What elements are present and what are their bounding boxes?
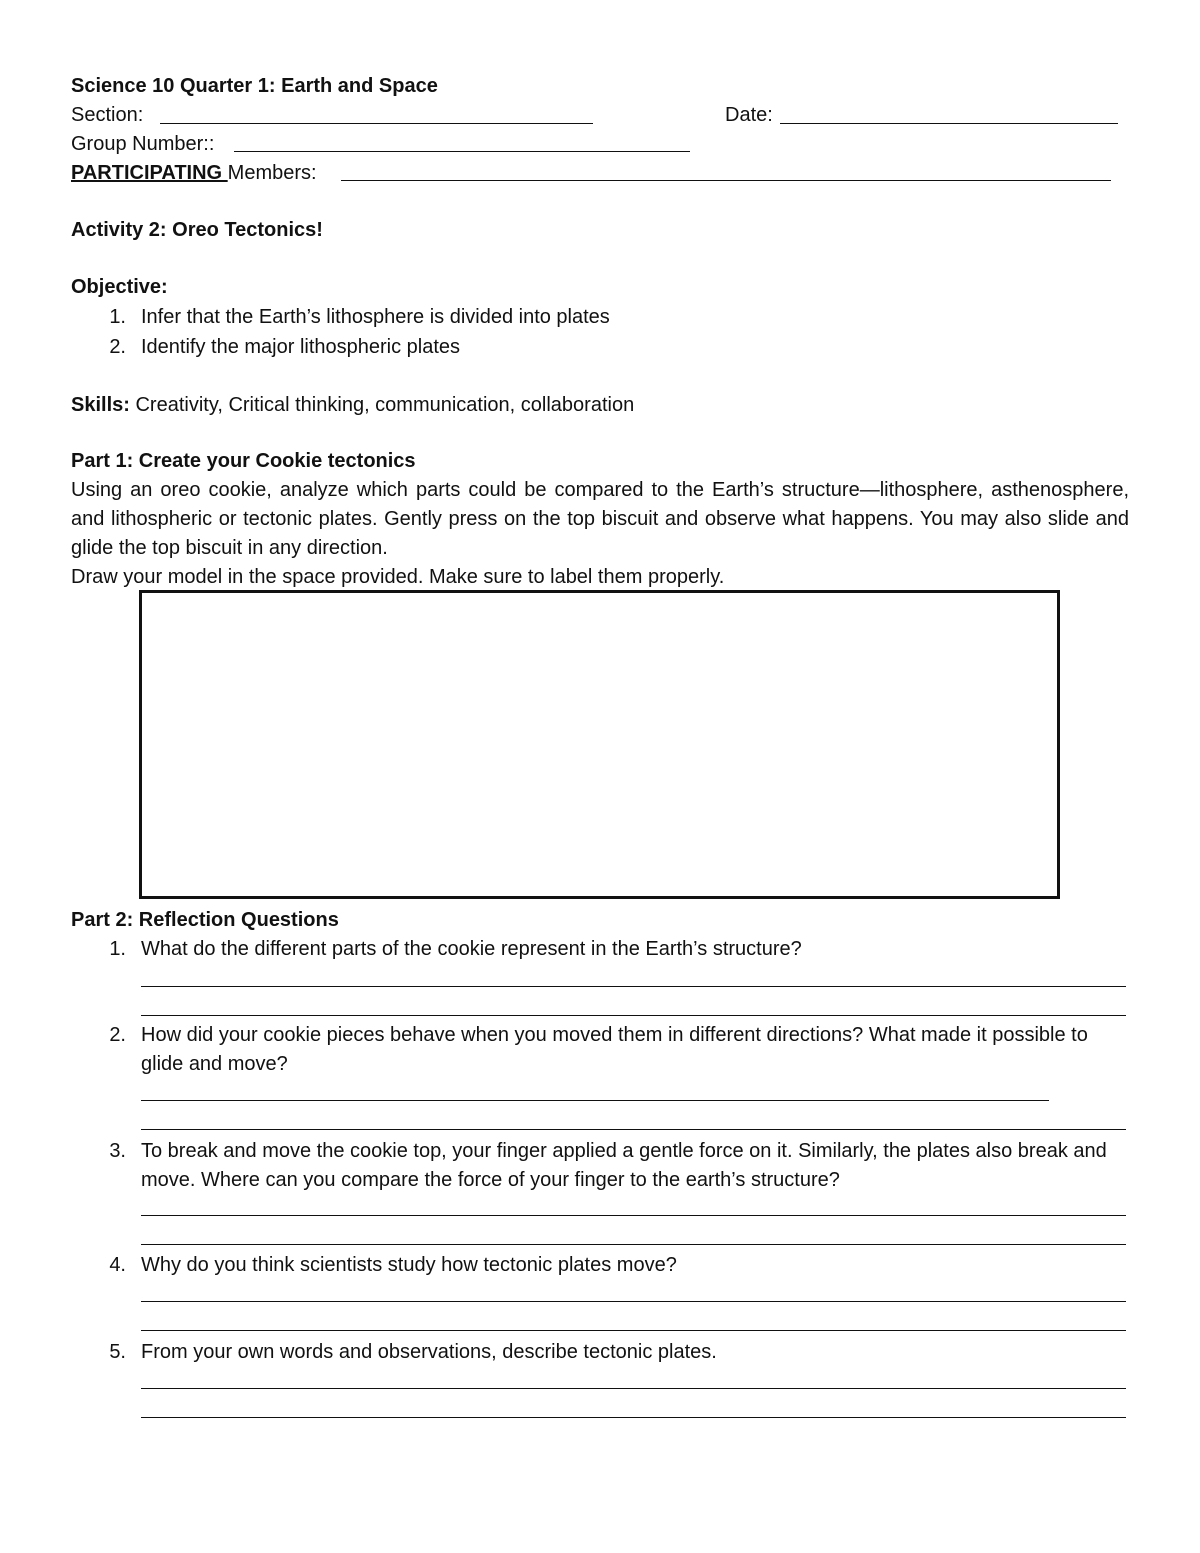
question-text: Why do you think scientists study how tectonic plates move? — [141, 1254, 677, 1276]
answer-line[interactable] — [141, 1100, 1049, 1101]
section-field-line[interactable] — [160, 123, 593, 124]
answer-line[interactable] — [141, 1015, 1126, 1016]
question-text: What do the different parts of the cookie represent in the Earth’s structure? — [141, 938, 802, 960]
group-number-label: Group Number:: — [71, 133, 215, 155]
objective-item: Infer that the Earth’s lithosphere is divided into plates — [141, 306, 610, 328]
skills-label: Skills: — [71, 394, 130, 416]
activity-title: Activity 2: Oreo Tectonics! — [71, 219, 323, 241]
part1-instruction: Draw your model in the space provided. Make sure to label them properly. — [71, 566, 725, 588]
question-text: To break and move the cookie top, your finger applied a gentle force on it. Similarly, the plates also break and move. Where can you compare the force of your finger to the earth’s structure? — [141, 1140, 1107, 1191]
drawing-area-box[interactable] — [139, 590, 1060, 899]
question-number: 2. — [109, 1024, 126, 1046]
group-number-field-line[interactable] — [234, 151, 690, 152]
objective-heading: Objective: — [71, 276, 168, 298]
answer-line[interactable] — [141, 1330, 1126, 1331]
question-number: 3. — [109, 1140, 126, 1162]
members-word: Members: — [227, 162, 317, 184]
members-label — [71, 159, 317, 188]
date-field-line[interactable] — [780, 123, 1118, 124]
answer-line[interactable] — [141, 986, 1126, 987]
members-field-line[interactable] — [341, 180, 1111, 181]
section-label: Section: — [71, 104, 144, 126]
participating-word: PARTICIPATING — [71, 162, 228, 184]
answer-line[interactable] — [141, 1215, 1126, 1216]
answer-line[interactable] — [141, 1388, 1126, 1389]
objective-number: 1. — [109, 306, 126, 328]
answer-line[interactable] — [141, 1244, 1126, 1245]
part2-heading: Part 2: Reflection Questions — [71, 909, 339, 931]
question-text: From your own words and observations, describe tectonic plates. — [141, 1341, 717, 1363]
part1-heading: Part 1: Create your Cookie tectonics — [71, 450, 416, 472]
answer-line[interactable] — [141, 1417, 1126, 1418]
answer-line[interactable] — [141, 1301, 1126, 1302]
question-number: 1. — [109, 938, 126, 960]
question-number: 4. — [109, 1254, 126, 1276]
skills-line — [71, 391, 634, 420]
objective-number: 2. — [109, 336, 126, 358]
question-text: How did your cookie pieces behave when you moved them in different directions? What made it possible to glide and move? — [141, 1024, 1088, 1075]
date-label: Date: — [725, 104, 773, 126]
question-number: 5. — [109, 1341, 126, 1363]
part1-paragraph: Using an oreo cookie, analyze which parts could be compared to the Earth’s structure—lithosphere, asthenosphere, and lithospheric or tectonic plates. Gently press on the top biscuit and observe what happens. You may also slide and glide the top biscuit in any direction. — [71, 479, 1129, 559]
worksheet-title: Science 10 Quarter 1: Earth and Space — [71, 75, 438, 97]
objective-item: Identify the major lithospheric plates — [141, 336, 461, 358]
skills-text: Creativity, Critical thinking, communication, collaboration — [129, 394, 635, 416]
answer-line[interactable] — [141, 1129, 1126, 1130]
